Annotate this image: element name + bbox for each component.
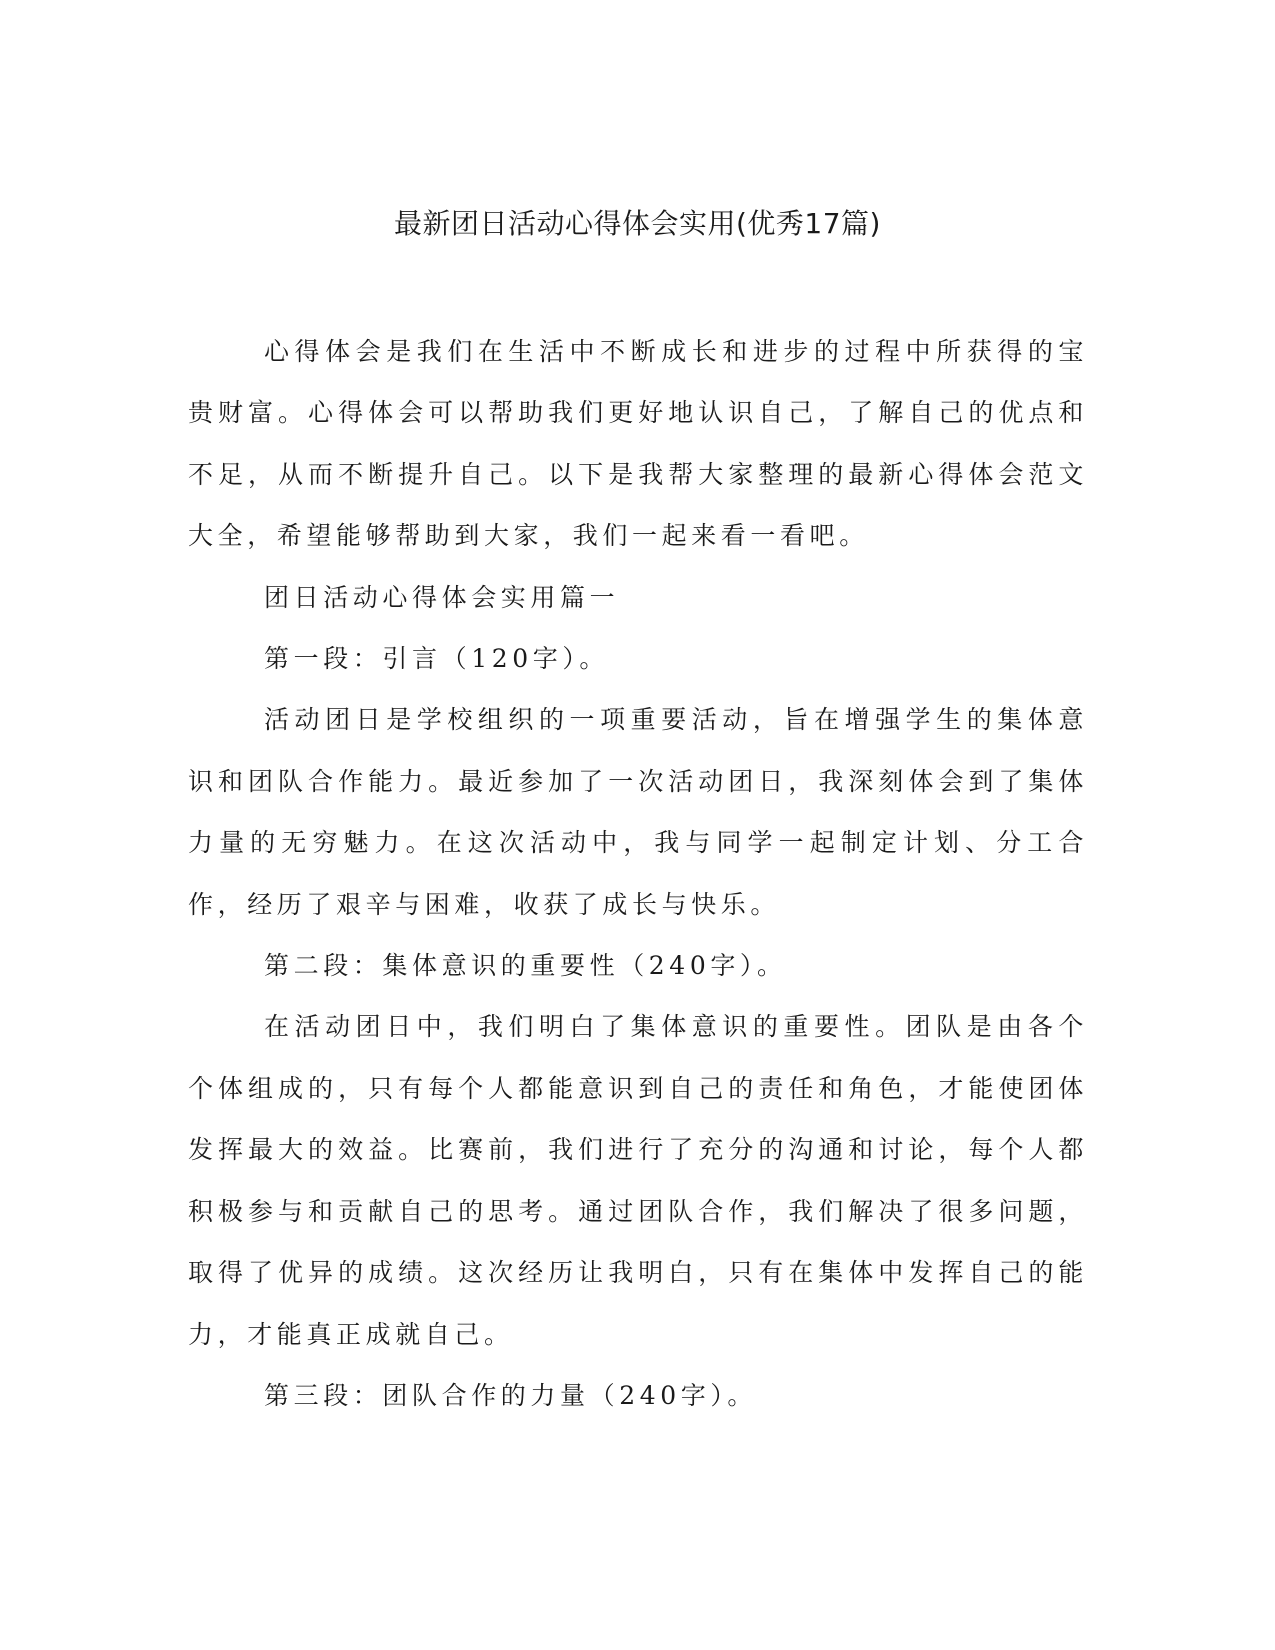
text-line: 活动团日是学校组织的一项重要活动，旨在增强学生的集体意识 — [188, 705, 1088, 796]
text-line: 在活动团日中，我们明白了集体意识的重要性。团队是由各个个 — [188, 1012, 1088, 1103]
body-paragraph — [188, 689, 1088, 935]
subsection-heading — [188, 935, 1088, 996]
text-line: 极参与和贡献自己的思考。通过团队合作，我们解决了很多问题，取 — [188, 1196, 1088, 1288]
body-paragraph — [188, 996, 1088, 1364]
text-line: 挥最大的效益。比赛前，我们进行了充分的沟通和讨论，每个人都积 — [188, 1135, 1088, 1226]
text-line: 和团队合作能力。最近参加了一次活动团日，我深刻体会到了集体力 — [188, 766, 1088, 858]
subsection-heading — [188, 1365, 1088, 1426]
text-line: 财富。心得体会可以帮助我们更好地认识自己，了解自己的优点和不 — [188, 398, 1088, 489]
text-line: 足，从而不断提升自己。以下是我帮大家整理的最新心得体会范文大 — [188, 459, 1088, 551]
intro-paragraph — [188, 321, 1088, 567]
text-line: ，才能真正成就自己。 — [217, 1319, 514, 1349]
text-line: 第三段：团队合作的力量（240字）。 — [264, 1380, 758, 1410]
text-line: 量的无穷魅力。在这次活动中，我与同学一起制定计划、分工合作， — [188, 828, 1088, 919]
subsection-heading — [188, 628, 1088, 689]
text-line: 第一段：引言（120字）。 — [264, 644, 610, 674]
text-line: 全，希望能够帮助到大家，我们一起来看一看吧。 — [217, 521, 869, 551]
text-line: 第二段：集体意识的重要性（240字）。 — [264, 951, 787, 981]
text-line: 团日活动心得体会实用篇一 — [264, 582, 620, 612]
text-line: 心得体会是我们在生活中不断成长和进步的过程中所获得的宝贵 — [188, 337, 1088, 428]
text-line: 经历了艰辛与困难，收获了成长与快乐。 — [247, 889, 781, 919]
document-title: 最新团日活动心得体会实用(优秀17篇) — [394, 207, 881, 240]
text-line: 体组成的，只有每个人都能意识到自己的责任和角色，才能使团体发 — [188, 1073, 1088, 1165]
section-heading — [188, 567, 1088, 628]
document-body — [188, 321, 1088, 1426]
text-line: 得了优异的成绩。这次经历让我明白，只有在集体中发挥自己的能力 — [188, 1258, 1088, 1349]
